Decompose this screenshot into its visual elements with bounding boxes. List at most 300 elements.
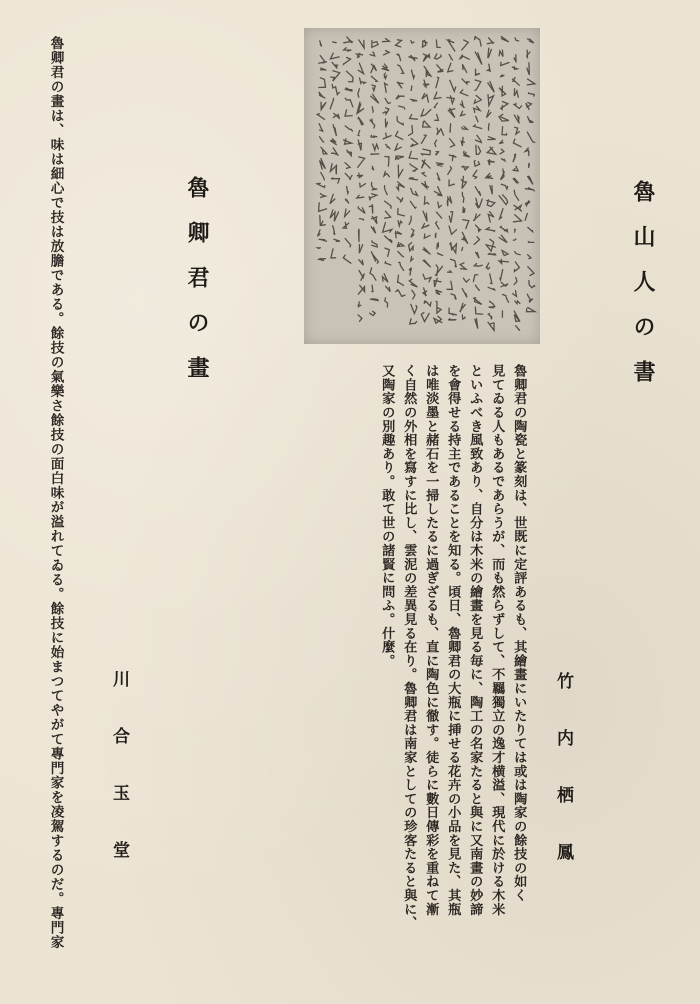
handwritten-stroke xyxy=(460,101,464,107)
handwritten-stroke xyxy=(436,301,441,313)
handwritten-stroke xyxy=(488,48,492,58)
handwritten-stroke xyxy=(320,216,326,226)
handwritten-stroke xyxy=(319,203,327,212)
handwritten-stroke xyxy=(398,65,404,74)
handwritten-stroke xyxy=(474,106,480,112)
handwritten-stroke xyxy=(462,232,468,243)
handwritten-stroke xyxy=(347,187,349,194)
handwritten-stroke xyxy=(528,176,533,184)
handwritten-stroke xyxy=(435,233,436,238)
handwritten-stroke xyxy=(321,172,325,179)
handwritten-stroke xyxy=(343,222,349,228)
handwritten-stroke xyxy=(398,275,404,285)
handwritten-stroke xyxy=(410,99,417,101)
handwritten-stroke xyxy=(330,164,336,175)
handwritten-stroke xyxy=(449,212,453,223)
handwritten-stroke xyxy=(358,285,364,294)
handwritten-stroke xyxy=(449,226,456,234)
handwritten-stroke xyxy=(409,268,411,275)
handwritten-stroke xyxy=(358,140,361,150)
handwritten-stroke xyxy=(436,222,439,229)
handwritten-stroke xyxy=(528,39,534,43)
handwritten-stroke xyxy=(411,229,414,237)
handwritten-stroke xyxy=(461,176,466,188)
handwritten-stroke xyxy=(464,151,470,157)
handwritten-stroke xyxy=(515,38,519,41)
handwritten-stroke xyxy=(321,147,327,154)
handwritten-stroke xyxy=(435,114,439,120)
handwritten-stroke xyxy=(447,281,452,289)
handwritten-stroke xyxy=(473,170,477,178)
handwritten-stroke xyxy=(386,144,391,149)
handwritten-stroke xyxy=(526,103,532,110)
handwritten-stroke xyxy=(437,65,443,72)
handwritten-stroke xyxy=(319,259,326,261)
handwritten-stroke xyxy=(345,126,352,131)
handwritten-stroke xyxy=(345,98,353,107)
handwritten-stroke xyxy=(372,166,374,170)
handwritten-stroke xyxy=(397,243,404,248)
handwritten-stroke xyxy=(358,157,365,168)
handwritten-stroke xyxy=(448,63,453,72)
handwritten-stroke xyxy=(411,139,418,147)
handwritten-stroke xyxy=(438,202,442,208)
handwritten-stroke xyxy=(422,149,431,155)
handwritten-stroke xyxy=(371,76,377,81)
handwritten-stroke xyxy=(451,259,457,267)
handwritten-stroke xyxy=(476,116,479,122)
handwritten-stroke xyxy=(330,139,336,145)
handwritten-stroke xyxy=(512,78,519,86)
handwritten-stroke xyxy=(397,290,406,297)
handwritten-stroke xyxy=(397,117,403,125)
handwritten-stroke xyxy=(385,211,391,218)
handwritten-stroke xyxy=(476,145,481,154)
handwritten-stroke xyxy=(499,235,507,243)
handwritten-stroke xyxy=(462,126,467,129)
handwritten-stroke xyxy=(527,307,535,311)
handwritten-stroke xyxy=(514,190,519,200)
handwritten-stroke xyxy=(357,102,364,113)
handwritten-stroke xyxy=(500,75,504,77)
handwritten-stroke xyxy=(449,155,456,161)
handwritten-stroke xyxy=(473,214,480,221)
handwritten-stroke xyxy=(460,263,466,269)
handwritten-stroke xyxy=(370,119,375,128)
handwritten-stroke xyxy=(462,40,469,50)
handwritten-stroke xyxy=(421,109,431,116)
handwritten-stroke xyxy=(332,62,337,68)
handwritten-stroke xyxy=(395,232,402,238)
handwritten-stroke xyxy=(500,270,503,280)
right-article-column: 魯卿君の陶瓷と篆刻は、世既に定評あるも、其繪畫にいたりては或は陶家の餘技の如く xyxy=(511,364,527,903)
handwritten-stroke xyxy=(450,243,457,253)
handwritten-stroke xyxy=(528,117,534,123)
handwritten-stroke xyxy=(515,252,521,255)
handwritten-stroke xyxy=(385,98,390,103)
handwritten-stroke xyxy=(461,137,464,146)
handwritten-stroke xyxy=(319,124,323,132)
handwritten-stroke xyxy=(476,252,480,258)
handwritten-stroke xyxy=(463,207,465,213)
handwritten-stroke xyxy=(331,249,336,258)
handwritten-stroke xyxy=(462,192,464,202)
handwritten-stroke xyxy=(527,50,530,57)
handwritten-stroke xyxy=(396,131,403,139)
handwritten-stroke xyxy=(448,40,455,51)
handwritten-stroke xyxy=(423,54,429,62)
handwritten-stroke xyxy=(449,308,457,315)
handwritten-stroke xyxy=(421,135,426,143)
handwritten-stroke xyxy=(330,194,335,203)
handwritten-stroke xyxy=(500,149,504,154)
handwritten-stroke xyxy=(385,201,391,208)
handwritten-stroke xyxy=(344,58,351,65)
handwritten-stroke xyxy=(320,41,322,47)
handwritten-stroke xyxy=(460,90,468,96)
handwritten-stroke xyxy=(409,151,417,159)
handwritten-stroke xyxy=(333,42,337,43)
handwritten-stroke xyxy=(320,68,326,70)
handwritten-stroke xyxy=(476,198,483,208)
handwritten-stroke xyxy=(434,316,442,323)
handwritten-stroke xyxy=(499,114,509,121)
handwritten-stroke xyxy=(399,262,404,270)
handwritten-stroke xyxy=(345,209,350,217)
handwritten-stroke xyxy=(347,150,352,156)
handwritten-stroke xyxy=(435,140,437,147)
handwritten-stroke xyxy=(514,115,519,123)
handwritten-stroke xyxy=(396,95,404,99)
handwritten-stroke xyxy=(409,55,418,61)
handwritten-stroke xyxy=(449,180,455,186)
handwritten-stroke xyxy=(422,182,429,188)
handwritten-stroke xyxy=(319,56,327,64)
handwritten-stroke xyxy=(461,111,466,116)
handwritten-stroke xyxy=(385,83,388,93)
handwritten-stroke xyxy=(448,167,452,175)
handwritten-stroke xyxy=(437,253,443,256)
handwritten-stroke xyxy=(501,169,505,180)
handwritten-stroke xyxy=(359,244,362,253)
handwritten-stroke xyxy=(488,95,494,106)
handwritten-stroke xyxy=(502,250,508,255)
handwritten-stroke xyxy=(529,93,535,96)
handwritten-stroke xyxy=(333,226,335,235)
handwritten-stroke xyxy=(370,268,376,280)
handwritten-stroke xyxy=(501,37,509,42)
handwritten-stroke xyxy=(344,139,352,144)
handwritten-stroke xyxy=(333,125,336,136)
handwritten-stroke xyxy=(371,227,375,234)
handwritten-stroke xyxy=(436,163,443,166)
handwritten-stroke xyxy=(488,160,495,166)
left-article-title: 魯卿君の畫 xyxy=(184,176,210,401)
handwritten-stroke xyxy=(463,220,469,229)
handwritten-stroke xyxy=(385,298,388,307)
handwritten-stroke xyxy=(409,279,417,287)
handwritten-stroke xyxy=(422,93,429,102)
handwritten-stroke xyxy=(345,199,349,203)
handwritten-stroke xyxy=(500,209,503,219)
handwritten-stroke xyxy=(501,102,508,110)
right-article-column: を會得せる持主であることを知る。頃日、魯卿君の大瓶に挿せる花卉の小品を見た、其瓶 xyxy=(445,364,461,916)
handwritten-stroke xyxy=(345,173,352,179)
handwritten-stroke xyxy=(501,159,505,161)
handwritten-stroke xyxy=(513,166,519,171)
handwritten-stroke xyxy=(397,197,403,202)
handwritten-stroke xyxy=(500,140,503,143)
handwritten-stroke xyxy=(409,243,414,251)
handwritten-stroke xyxy=(488,313,492,319)
handwritten-stroke xyxy=(370,299,378,301)
handwritten-stroke xyxy=(474,95,481,103)
handwritten-stroke xyxy=(371,64,377,73)
handwritten-stroke xyxy=(436,77,439,88)
handwritten-stroke xyxy=(385,119,387,127)
handwritten-stroke xyxy=(344,48,352,51)
handwritten-stroke xyxy=(513,291,517,297)
handwritten-stroke xyxy=(332,84,339,94)
handwritten-stroke xyxy=(372,285,373,291)
handwritten-stroke xyxy=(463,278,469,282)
handwritten-stroke xyxy=(360,183,366,187)
handwritten-stroke xyxy=(385,248,389,256)
handwritten-stroke xyxy=(330,53,339,59)
handwritten-stroke xyxy=(529,281,535,288)
handwritten-stroke xyxy=(396,40,402,47)
handwritten-stroke xyxy=(370,311,376,315)
handwritten-stroke xyxy=(527,63,530,75)
handwritten-stroke xyxy=(423,121,430,127)
handwritten-stroke xyxy=(501,62,509,65)
handwritten-stroke xyxy=(476,135,482,142)
handwritten-stroke xyxy=(411,256,413,261)
handwritten-stroke xyxy=(334,239,340,241)
handwritten-stroke xyxy=(502,127,507,135)
handwritten-stroke xyxy=(488,322,494,330)
handwritten-stroke xyxy=(409,178,418,180)
handwritten-stroke xyxy=(526,201,530,206)
handwritten-stroke xyxy=(398,252,404,257)
handwritten-stroke xyxy=(462,166,469,170)
handwritten-stroke xyxy=(421,313,429,322)
handwritten-stroke xyxy=(332,148,338,155)
handwritten-stroke xyxy=(475,319,478,329)
handwritten-stroke xyxy=(345,88,353,91)
handwritten-stroke xyxy=(437,243,439,249)
handwritten-stroke xyxy=(358,207,365,214)
handwritten-stroke xyxy=(475,80,481,90)
handwritten-stroke xyxy=(436,152,439,156)
handwritten-stroke xyxy=(500,226,507,231)
handwritten-stroke xyxy=(447,96,454,104)
handwritten-stroke xyxy=(437,173,440,181)
handwritten-stroke xyxy=(475,69,480,75)
handwritten-stroke xyxy=(527,294,533,302)
handwritten-stroke xyxy=(487,38,493,44)
handwritten-stroke xyxy=(528,227,533,231)
handwritten-stroke xyxy=(462,248,463,252)
handwritten-stroke xyxy=(514,89,518,98)
handwritten-stroke xyxy=(525,214,527,221)
handwritten-stroke xyxy=(489,301,495,308)
handwritten-stroke xyxy=(409,126,413,136)
handwritten-stroke xyxy=(358,117,363,125)
handwritten-stroke xyxy=(488,287,495,290)
handwritten-stroke xyxy=(474,237,479,245)
handwritten-stroke xyxy=(450,80,456,91)
right-article-column: 又陶家の別趣あり。敢て世の諸賢に問ふ。什麼。 xyxy=(379,364,395,668)
handwritten-stroke xyxy=(503,295,509,303)
handwritten-stroke xyxy=(499,259,508,263)
handwritten-stroke xyxy=(317,114,324,120)
handwritten-stroke xyxy=(372,41,378,48)
handwritten-stroke xyxy=(475,187,481,196)
handwritten-stroke xyxy=(528,255,531,259)
handwritten-stroke xyxy=(488,212,494,223)
handwritten-stroke xyxy=(434,278,441,287)
handwritten-stroke xyxy=(528,242,534,243)
handwritten-stroke xyxy=(447,197,452,207)
handwritten-stroke xyxy=(462,79,470,84)
handwritten-stroke xyxy=(372,183,378,190)
handwritten-stroke xyxy=(525,188,533,191)
handwritten-stroke xyxy=(357,53,363,58)
handwritten-stroke xyxy=(383,64,389,71)
handwritten-stroke xyxy=(499,86,506,96)
handwritten-stroke xyxy=(488,253,495,255)
handwritten-stroke xyxy=(412,290,415,299)
handwritten-stroke xyxy=(345,163,350,169)
handwritten-stroke xyxy=(462,315,465,319)
handwritten-stroke xyxy=(434,103,437,108)
handwritten-stroke xyxy=(397,54,400,60)
handwritten-stroke xyxy=(371,154,379,155)
handwritten-stroke xyxy=(499,195,508,205)
handwritten-stroke xyxy=(515,262,520,272)
left-article-author: 川合玉堂 xyxy=(109,670,129,898)
handwritten-stroke xyxy=(385,236,392,242)
handwritten-stroke xyxy=(476,225,481,231)
handwritten-stroke xyxy=(330,98,333,109)
handwritten-stroke xyxy=(422,173,426,177)
right-article-author: 竹内栖鳳 xyxy=(553,672,573,900)
handwritten-stroke xyxy=(513,139,521,147)
handwritten-stroke xyxy=(436,40,440,48)
handwritten-stroke xyxy=(395,144,401,150)
handwritten-stroke xyxy=(435,290,442,294)
handwritten-stroke xyxy=(487,110,491,118)
handwritten-stroke xyxy=(320,194,325,198)
handwritten-stroke xyxy=(448,271,452,273)
handwritten-stroke xyxy=(318,230,321,236)
handwritten-stroke xyxy=(397,182,405,190)
handwritten-stroke xyxy=(514,103,522,108)
handwritten-stroke xyxy=(358,302,361,308)
handwritten-stroke xyxy=(410,319,417,324)
handwritten-stroke xyxy=(487,200,495,207)
handwritten-stroke xyxy=(423,288,427,296)
handwritten-stroke xyxy=(383,108,389,114)
handwritten-stroke xyxy=(474,298,482,305)
handwritten-stroke xyxy=(371,252,378,264)
handwritten-stroke xyxy=(373,144,379,150)
handwritten-stroke xyxy=(359,219,363,221)
handwritten-stroke xyxy=(345,239,351,247)
handwritten-stroke xyxy=(372,107,373,113)
handwritten-stroke xyxy=(398,221,402,226)
handwritten-stroke xyxy=(475,307,482,314)
handwritten-stroke xyxy=(423,40,428,47)
handwritten-stroke xyxy=(474,161,479,167)
handwritten-stroke xyxy=(449,108,455,117)
handwritten-stroke xyxy=(383,274,389,283)
handwritten-stroke xyxy=(451,294,456,300)
handwritten-stroke xyxy=(423,248,431,255)
handwritten-stroke xyxy=(488,64,491,72)
handwritten-stroke xyxy=(436,265,443,276)
handwritten-stroke xyxy=(398,82,403,88)
handwritten-stroke xyxy=(383,223,392,233)
handwritten-stroke xyxy=(462,288,467,297)
handwritten-stroke xyxy=(486,239,495,251)
handwritten-stroke xyxy=(490,274,492,284)
handwritten-stroke xyxy=(317,183,325,187)
handwritten-stroke xyxy=(319,239,326,241)
handwritten-stroke xyxy=(513,239,516,240)
handwritten-stroke xyxy=(383,133,391,139)
handwritten-stroke xyxy=(357,173,363,177)
handwritten-stroke xyxy=(435,54,442,59)
handwritten-stroke xyxy=(372,85,375,91)
handwritten-stroke xyxy=(501,282,508,287)
handwritten-stroke xyxy=(434,187,442,196)
handwritten-stroke xyxy=(370,52,375,56)
handwritten-stroke xyxy=(516,326,520,331)
handwritten-stroke xyxy=(331,178,339,183)
handwritten-stroke xyxy=(460,55,469,59)
handwritten-stroke xyxy=(385,262,391,265)
handwritten-stroke xyxy=(383,39,390,42)
handwritten-stroke xyxy=(487,147,496,154)
handwritten-stroke xyxy=(474,264,482,267)
handwritten-stroke xyxy=(411,188,418,195)
handwritten-stroke xyxy=(372,241,378,247)
handwritten-stroke xyxy=(514,55,516,62)
handwritten-stroke xyxy=(474,125,482,129)
handwritten-stroke xyxy=(434,92,441,99)
handwritten-stroke xyxy=(513,154,516,162)
handwritten-stroke xyxy=(411,70,414,78)
handwritten-stroke xyxy=(319,78,326,88)
handwritten-stroke xyxy=(514,277,517,284)
handwritten-stroke xyxy=(398,165,403,177)
handwritten-stroke xyxy=(422,224,429,229)
handwritten-stroke xyxy=(486,228,494,232)
handwritten-stroke xyxy=(384,51,390,55)
handwritten-stroke xyxy=(515,301,520,304)
handwritten-stroke xyxy=(437,128,444,135)
handwritten-stroke xyxy=(437,212,442,218)
handwritten-stroke xyxy=(358,63,363,73)
handwritten-stroke xyxy=(357,195,364,198)
handwritten-stroke xyxy=(460,303,465,312)
handwritten-manuscript-image xyxy=(304,28,540,344)
handwritten-stroke xyxy=(410,164,417,171)
handwritten-stroke xyxy=(398,209,405,216)
handwritten-stroke xyxy=(411,304,417,313)
